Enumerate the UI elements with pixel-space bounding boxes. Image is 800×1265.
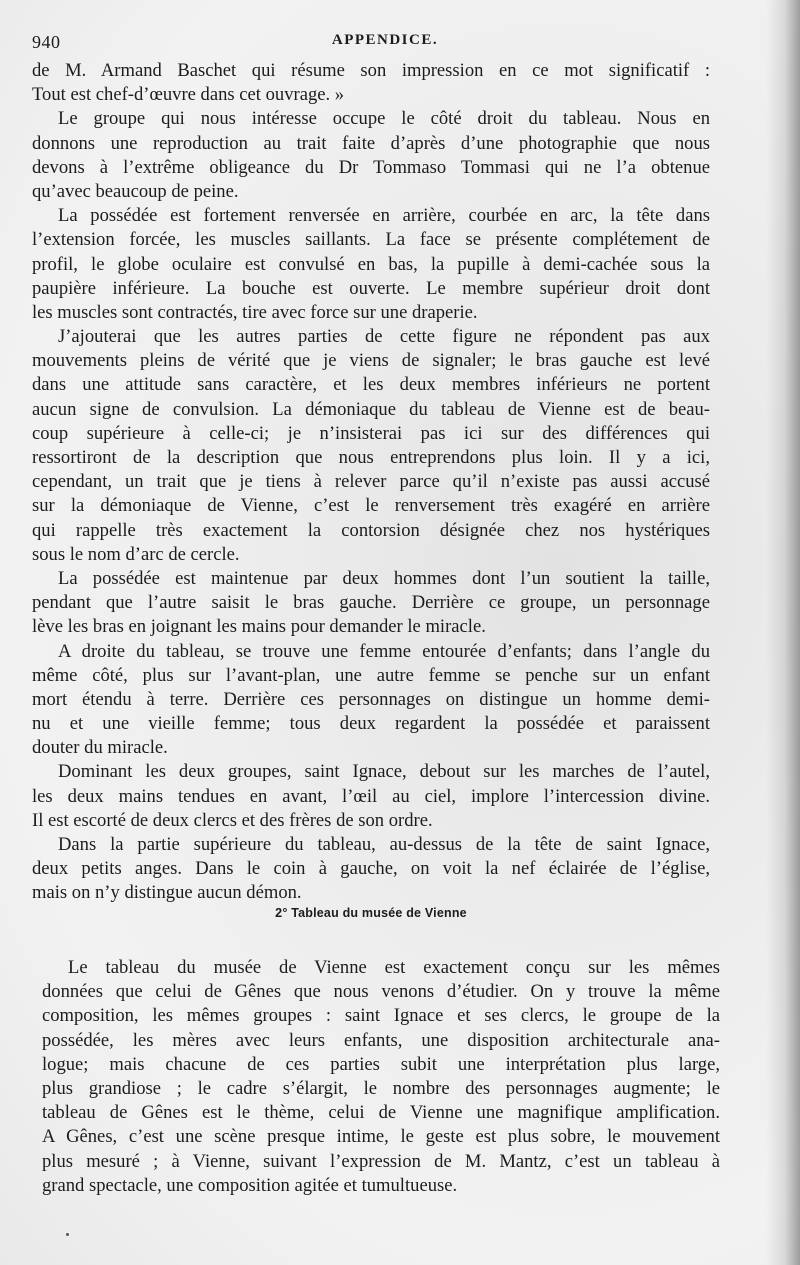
text-line: Tout est chef-d’œuvre dans cet ouvrage. » (32, 84, 345, 106)
text-line: plus grandiose ; le cadre s’élargit, le nombre des personnages augmente; le (42, 1077, 720, 1099)
text-line: mort étendu à terre. Derrière ces personnages on distingue un homme demi- (32, 688, 710, 710)
text-line: lève les bras en joignant les mains pour demander le miracle. (32, 616, 486, 638)
ink-speck (66, 1233, 69, 1236)
text-line: grand spectacle, une composition agitée et tumultueuse. (42, 1174, 458, 1196)
text-line: mais on n’y distingue aucun démon. (32, 882, 302, 904)
paragraph (32, 567, 710, 640)
running-head: APPENDICE. (331, 32, 439, 48)
text-line: Le tableau du musée de Vienne est exactement conçu sur les mêmes (68, 957, 720, 978)
text-line: A Gênes, c’est une scène presque intime, le geste est plus sobre, le mouvement (42, 1126, 720, 1148)
text-line: devons à l’extrême obligeance du Dr Tommaso Tommasi qui ne l’a obtenue (32, 156, 710, 178)
section-body (42, 956, 720, 1198)
text-line: de M. Armand Baschet qui résume son impression en ce mot significatif : (32, 60, 710, 81)
text-line: La possédée est maintenue par deux hommes dont l’un soutient la taille, (58, 567, 710, 589)
text-line: pendant que l’autre saisit le bras gauche. Derrière ce groupe, un personnage (32, 592, 710, 614)
text-line: paupière inférieure. La bouche est ouverte. Le membre supérieur droit dont (32, 277, 710, 299)
page-edge-shadow (766, 0, 800, 1265)
body-text (32, 59, 710, 906)
paragraph (42, 956, 720, 1198)
text-line: A droite du tableau, se trouve une femme entourée d’enfants; dans l’angle du (58, 640, 710, 662)
text-line: cependant, un trait que je tiens à relever parce qu’il n’existe pas aussi accusé (32, 471, 710, 493)
paragraph (32, 640, 710, 761)
text-line: logue; mais chacune de ces parties subit une interprétation plus large, (42, 1053, 720, 1075)
text-line: tableau de Gênes est le thème, celui de Vienne une magnifique amplification. (42, 1102, 720, 1124)
paragraph (32, 833, 710, 906)
text-line: Dominant les deux groupes, saint Ignace, debout sur les marches de l’autel, (58, 761, 710, 783)
text-line: possédée, les mères avec leurs enfants, une disposition architecturale ana- (42, 1029, 720, 1051)
text-line: aucun signe de convulsion. La démoniaque du tableau de Vienne est de beau- (32, 398, 710, 420)
text-line: profil, le globe oculaire est convulsé en bas, la pupille à demi-cachée sous la (32, 253, 710, 275)
text-line: douter du miracle. (32, 737, 168, 759)
paragraph (32, 325, 710, 567)
text-line: même côté, plus sur l’avant-plan, une autre femme se penche sur un enfant (32, 664, 710, 686)
text-line: deux petits anges. Dans le coin à gauche, on voit la nef éclairée de l’église, (32, 858, 710, 880)
text-line: les deux mains tendues en avant, l’œil au ciel, implore l’intercession divine. (32, 785, 710, 807)
text-line: mouvements pleins de vérité que je viens de signaler; le bras gauche est levé (32, 350, 710, 372)
text-line: dans une attitude sans caractère, et les deux membres inférieurs ne portent (32, 374, 710, 396)
text-line: J’ajouterai que les autres parties de cette figure ne répondent pas aux (58, 326, 710, 348)
text-line: coup supérieure à celle-ci; je n’insisterai pas ici sur des différences qui (32, 422, 710, 444)
text-line: qui rappelle très exactement la contorsion désignée chez nos hystériques (32, 519, 710, 541)
text-line: Le groupe qui nous intéresse occupe le côté droit du tableau. Nous en (58, 108, 710, 130)
page-header (32, 32, 738, 58)
text-line: ressortiront de la description que nous entreprendons plus loin. Il y a ici, (32, 447, 710, 468)
paragraph (32, 59, 710, 107)
text-line: données que celui de Gênes que nous venons d’étudier. On y trouve la même (42, 981, 720, 1003)
text-line: l’extension forcée, les muscles saillants. La face se présente complétement de (32, 229, 710, 251)
section-title: 2° Tableau du musée de Vienne (275, 906, 467, 920)
text-line: plus mesuré ; à Vienne, suivant l’expression de M. Mantz, c’est un tableau à (42, 1150, 720, 1172)
paragraph (32, 760, 710, 833)
text-line: sur la démoniaque de Vienne, c’est le renversement très exagéré en arrière (32, 495, 710, 517)
text-line: les muscles sont contractés, tire avec force sur une draperie. (32, 301, 478, 323)
text-line: nu et une vieille femme; tous deux regardent la possédée et paraissent (32, 713, 710, 735)
page-number: 940 (32, 32, 61, 52)
text-line: donnons une reproduction au trait faite d’après d’une photographie que nous (32, 132, 710, 154)
text-line: La possédée est fortement renversée en arrière, courbée en arc, la tête dans (58, 205, 710, 227)
text-line: composition, les mêmes groupes : saint Ignace et ses clercs, le groupe de la (42, 1005, 720, 1027)
text-line: Il est escorté de deux clercs et des frères de son ordre. (32, 809, 433, 831)
text-line: qu’avec beaucoup de peine. (32, 180, 239, 202)
paragraph (32, 107, 710, 204)
paragraph (32, 204, 710, 325)
text-line: sous le nom d’arc de cercle. (32, 543, 240, 565)
text-line: Dans la partie supérieure du tableau, au-dessus de la tête de saint Ignace, (58, 834, 710, 855)
